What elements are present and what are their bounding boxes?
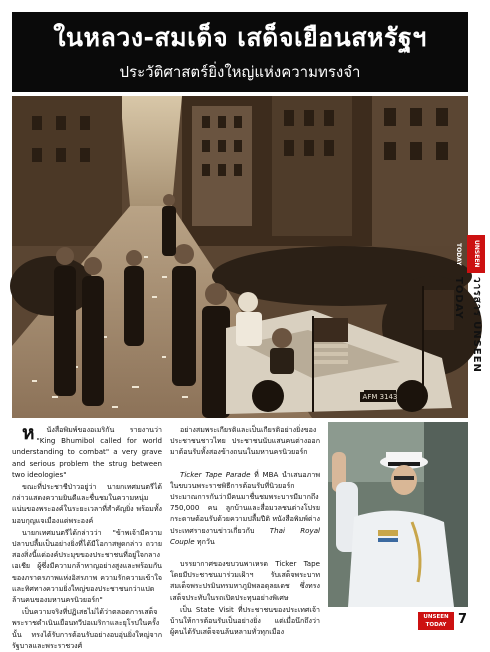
parade-photo-illustration [12, 96, 468, 418]
king-portrait-photo [328, 422, 468, 607]
unseen-today-logo: UNSEEN TODAY [467, 235, 485, 273]
page-number: 7 [458, 612, 468, 627]
title-banner [12, 12, 468, 92]
parade-photo [12, 96, 468, 418]
page-footer [418, 610, 480, 632]
article-paragraph: เป็น State Visit ที่ประชาชนของประเทศเจ้าบ้านให้การต้อนรับเป็นอย่างยิ่ง แต่เมื่อนึกถึงว่าผู้คนได้รับเสด็จจนล้นหลามทั่วทุกเมือง [170, 604, 320, 637]
article-column-1 [12, 424, 162, 652]
side-strip [453, 235, 485, 415]
article-paragraph: นายกเทศมนตรีได้กล่าวว่า "ข้าพเจ้ามีความปลาบปลื้มเป็นอย่างยิ่งที่ได้มีโอกาสพูดกล่าว ถวายสองสิ่งนี้แด่องค์ประมุขของประชาชนที่อยู่ใจกลางเอเชีย ผู้ซึ่งมีความกล้าหาญอย่างสูงและพร้อมกันของภราดรภาพแห่งอิสรภาพ ความรักความเข้าใจ และทิศทางความยิ่งใหญ่ของประชาชนกว่าแปดล้านคนของมหานครนิวยอร์ก" [12, 527, 162, 605]
article-paragraph: นังสือพิมพ์ของอเมริกัน รายงานว่า "King Bhumibol called for world understanding to combat" a very grave and serious problem the strug between two ideologies" [12, 425, 162, 479]
side-strip-label: วารสาร UNSEEN TODAY [453, 277, 482, 373]
emphasis: Ticker Tape Parade [180, 469, 251, 479]
license-plate: AFM 3143 [362, 393, 398, 401]
article-paragraph: เป็นความจริงที่ปฏิเสธไม่ได้ว่าตลอดการเสด็จพระราชดำเนินเยือนทวีปอเมริกาและยุโรปในครั้งนั้น ทรงได้รับการต้อนรับอย่างอบอุ่นยิ่งใหญ่จากรัฐบาลและพระราชวงศ์ [12, 607, 162, 650]
article-column-2 [170, 424, 320, 638]
article-paragraph: บรรยากาศของขบวนพาเหรด Ticker Tape โดยมีประชาชนมาร่วมเฝ้าฯ รับเสด็จพระบาทสมเด็จพระปรมินทรมหาภูมิพลอดุลยเดช ซึ่งทรงเสด็จประทับในรถเปิดประทุนอย่างพิเศษ [170, 559, 320, 602]
article-paragraph: ขณะที่ประชาชีป่าวอยู่ว่า นายกเทศมนตรีได้กล่าวแสดงความยินดีและชื่นชมในความหนุ่มแน่นของพระองค์ในระยะเวลาที่สำคัญยิ่ง พร้อมทั้งมอบกุญแจเมืองแด่พระองค์ [12, 482, 162, 525]
article-paragraph-end: ทุกวัน [194, 536, 215, 546]
footer-logo: UNSEEN TODAY [418, 612, 454, 630]
drop-cap: ห [22, 422, 35, 444]
subheadline: ประวัติศาสตร์ยิ่งใหญ่แห่งความทรงจำ [119, 63, 361, 81]
article-paragraph: อย่างสมพระเกียรติและเป็นเกียรติอย่างยิ่งของประชาชนชาวไทย ประชาชนนับแสนคนต่างออกมาต้อนรับทั้งสองข้างถนนในมหานครนิวยอร์ก [170, 425, 320, 457]
article-paragraph: ที่ MBA นำเสนอภาพในขบวนพระราชพิธีการต้อนรับที่นิวยอร์ก ประมาณการกันว่ามีคนมาชื่นชมพระบารมีมากถึง 750,000 คน ลูกบ้านและสื่อมวลชนต่างโปรยกระดาษต้อนรับด้วยความปลื้มปีติ หนังสือพิมพ์ต่างประเทศรายงานข่าวเกี่ยวกับ [170, 469, 320, 535]
headline: ในหลวง-สมเด็จ เสด็จเยือนสหรัฐฯ [53, 23, 427, 52]
king-portrait-illustration [328, 422, 468, 607]
emphasis: Thai Royal Couple [170, 525, 321, 546]
